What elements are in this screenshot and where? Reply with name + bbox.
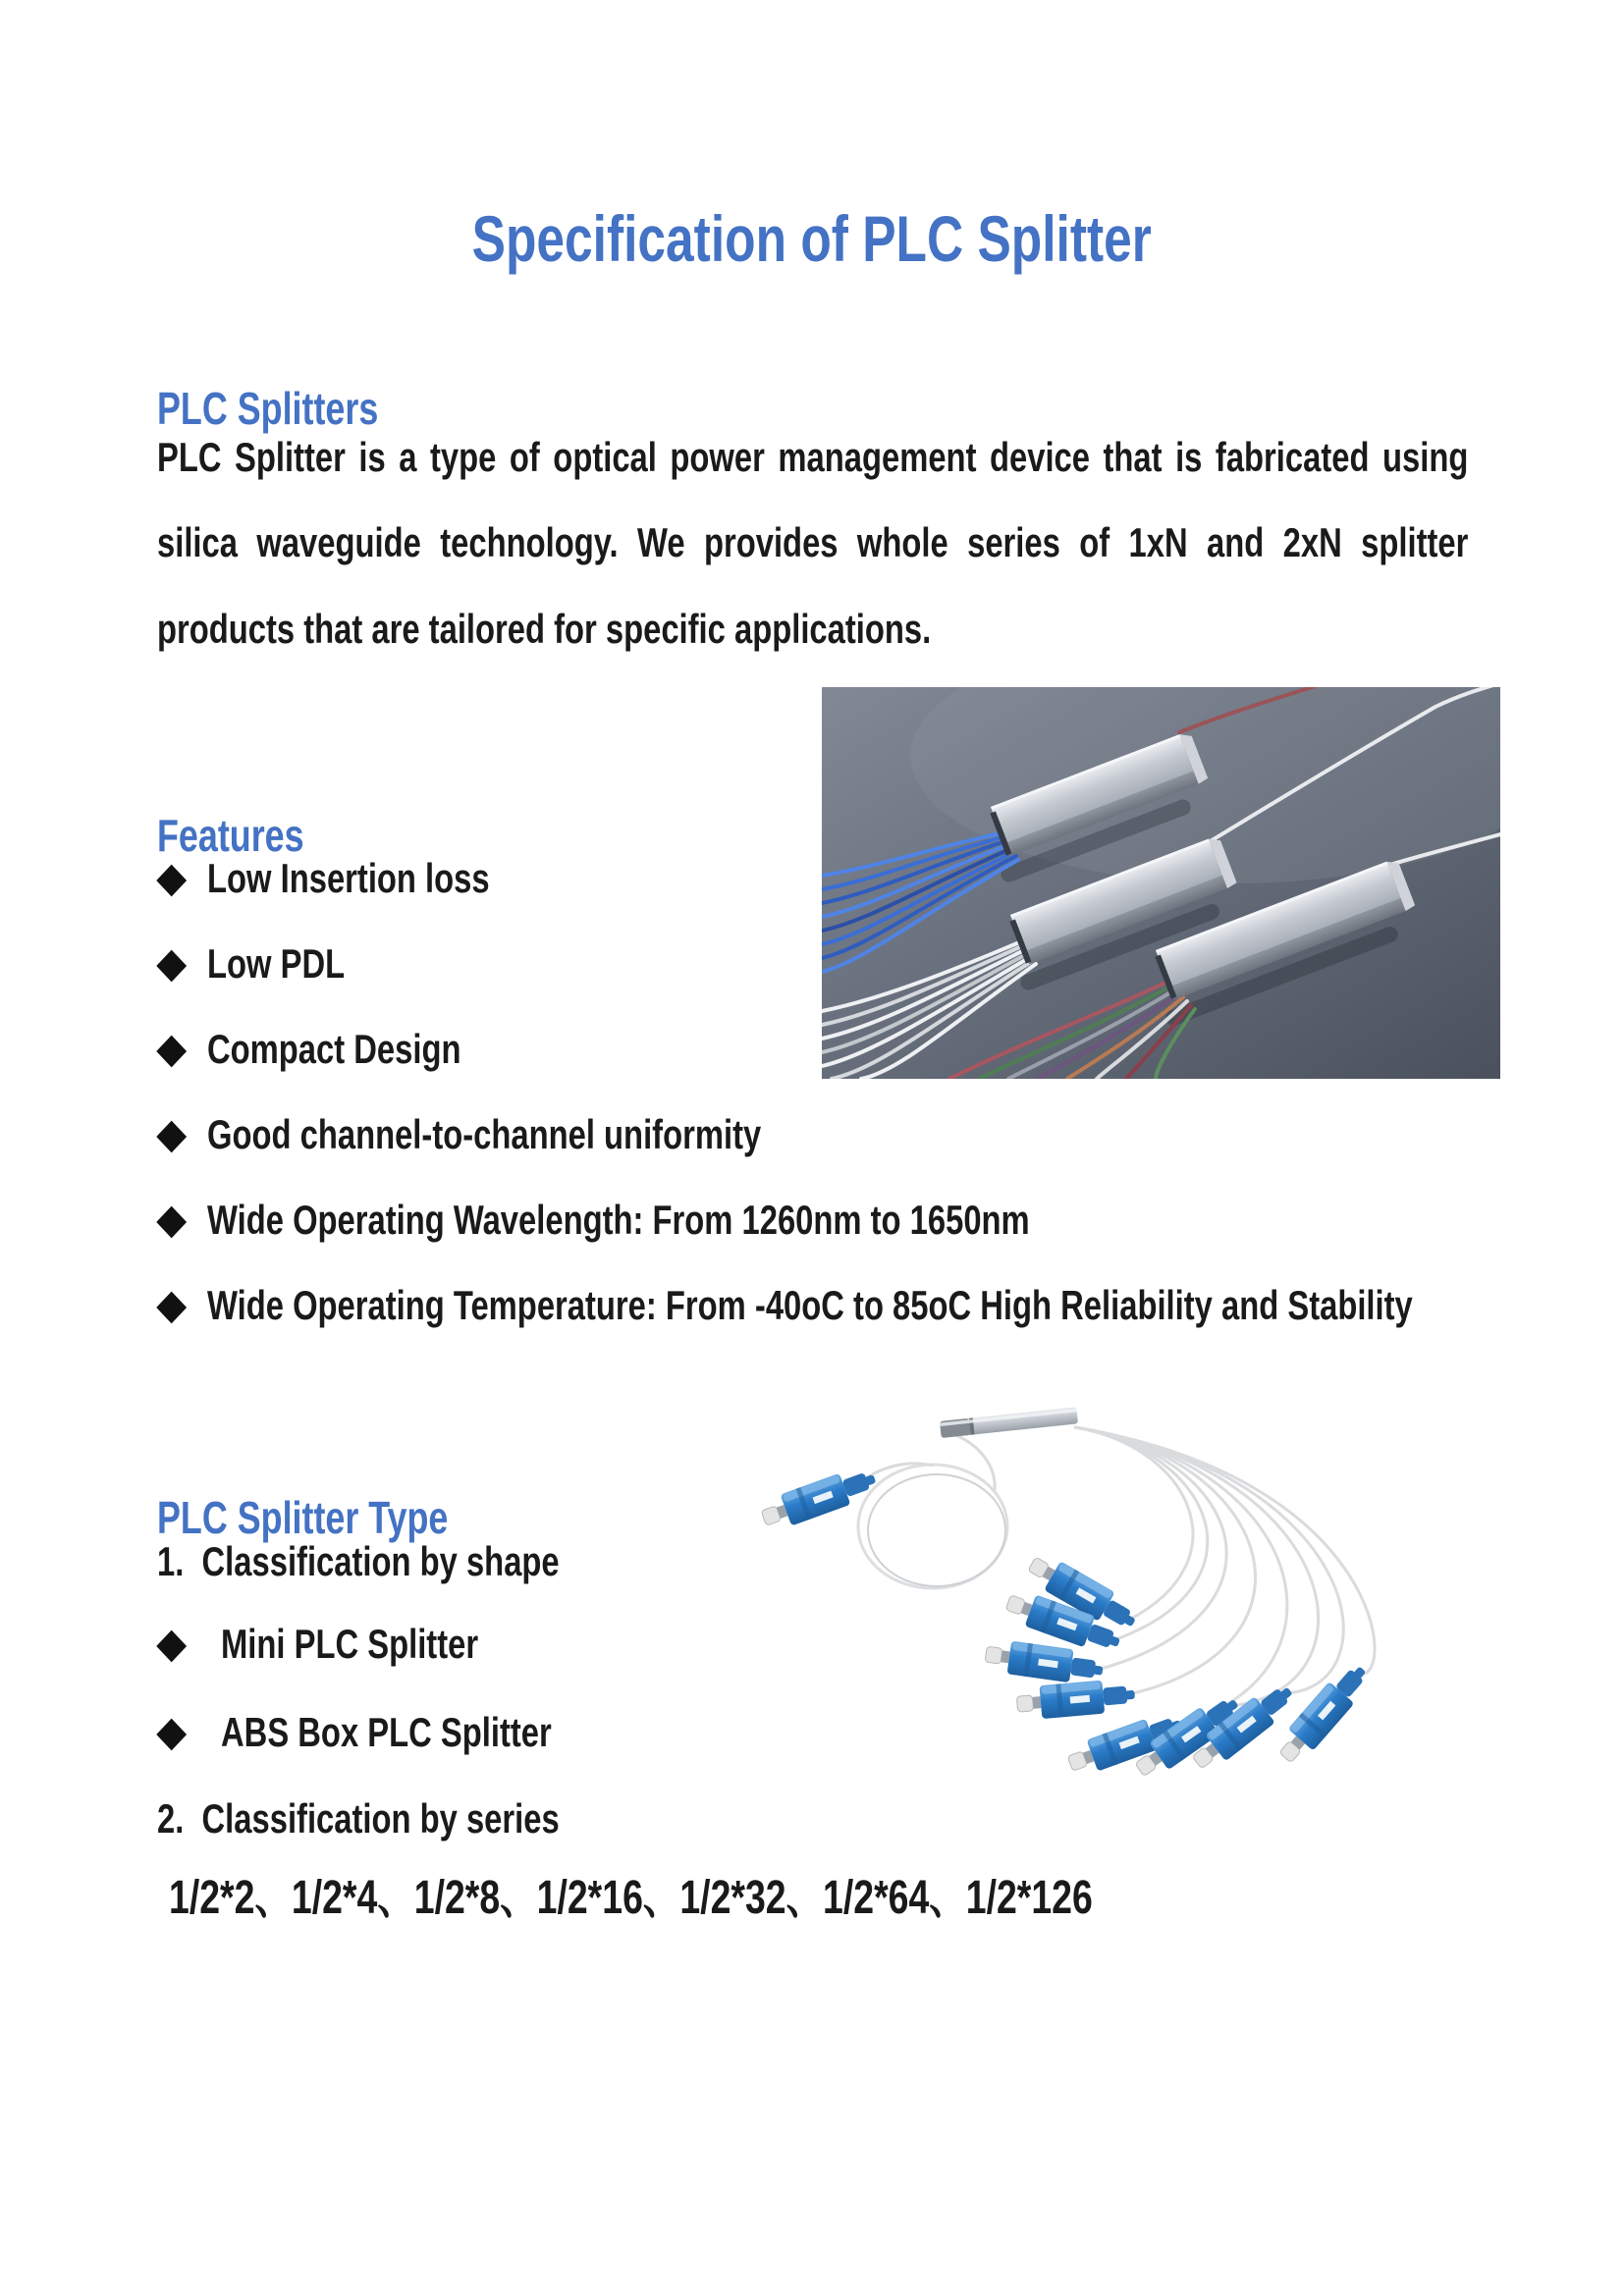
feature-item-label: Compact Design [207,1026,461,1072]
intro-paragraph-line-3: products that are tailored for specific applications. [157,606,932,652]
feature-item-label: Wide Operating Temperature: From -40oC to 85oC High Reliability and Stability [207,1282,1414,1328]
page-title-text: Specification of PLC Splitter [471,202,1153,276]
feature-item [157,1282,1624,1329]
diamond-bullet-icon: ◆ [157,941,187,987]
fiber-coil-loop [855,1435,1007,1588]
feature-item [157,940,384,988]
sc-connector-input [758,1463,880,1534]
diamond-bullet-icon: ◆ [157,1622,187,1667]
plc-splitters-heading: PLC Splitters [157,383,379,435]
splitter-type-heading: PLC Splitter Type [157,1492,449,1544]
series-values-line: 1/2*2、1/2*4、1/2*8、1/2*16、1/2*32、1/2*64、1/2*126 [169,1872,1093,1924]
features-heading: Features [157,810,304,862]
diamond-bullet-icon: ◆ [157,1198,187,1243]
steel-splitter-tube [940,1407,1078,1438]
diamond-bullet-icon: ◆ [157,1027,187,1072]
output-fibers [1075,1427,1375,1726]
feature-item [157,1026,533,1073]
feature-item-label: Good channel-to-channel uniformity [207,1111,762,1157]
plc-splitter-modules-photo [822,687,1500,1079]
classification-by-shape-item: 1. Classification by shape [157,1538,560,1584]
feature-item [157,1197,1262,1244]
mini-plc-splitter-fanout-photo [731,1364,1399,1824]
shape-bullet-item [157,1621,551,1668]
page-title [0,200,1624,278]
feature-item-label: Wide Operating Wavelength: From 1260nm to 1650nm [207,1197,1030,1243]
sc-connector-4 [1016,1678,1137,1721]
feature-item-label: Low Insertion loss [207,855,490,901]
classification-by-series-item: 2. Classification by series [157,1795,560,1842]
shape-bullet-item [157,1709,645,1756]
feature-item [157,1111,918,1158]
sc-connector-3 [984,1637,1106,1686]
intro-paragraph-line-1: PLC Splitter is a type of optical power management device that is fabricated using [157,434,1469,480]
diamond-bullet-icon: ◆ [157,1283,187,1328]
feature-item-label: Low PDL [207,940,346,987]
diamond-bullet-icon: ◆ [157,1710,187,1755]
diamond-bullet-icon: ◆ [157,856,187,901]
diamond-bullet-icon: ◆ [157,1112,187,1157]
shape-bullet-label: ABS Box PLC Splitter [221,1709,552,1755]
intro-paragraph-line-2: silica waveguide technology. We provides whole series of 1xN and 2xN splitter [157,519,1469,565]
feature-item [157,855,569,902]
sc-connector-8 [1272,1658,1375,1769]
shape-bullet-label: Mini PLC Splitter [221,1621,479,1667]
